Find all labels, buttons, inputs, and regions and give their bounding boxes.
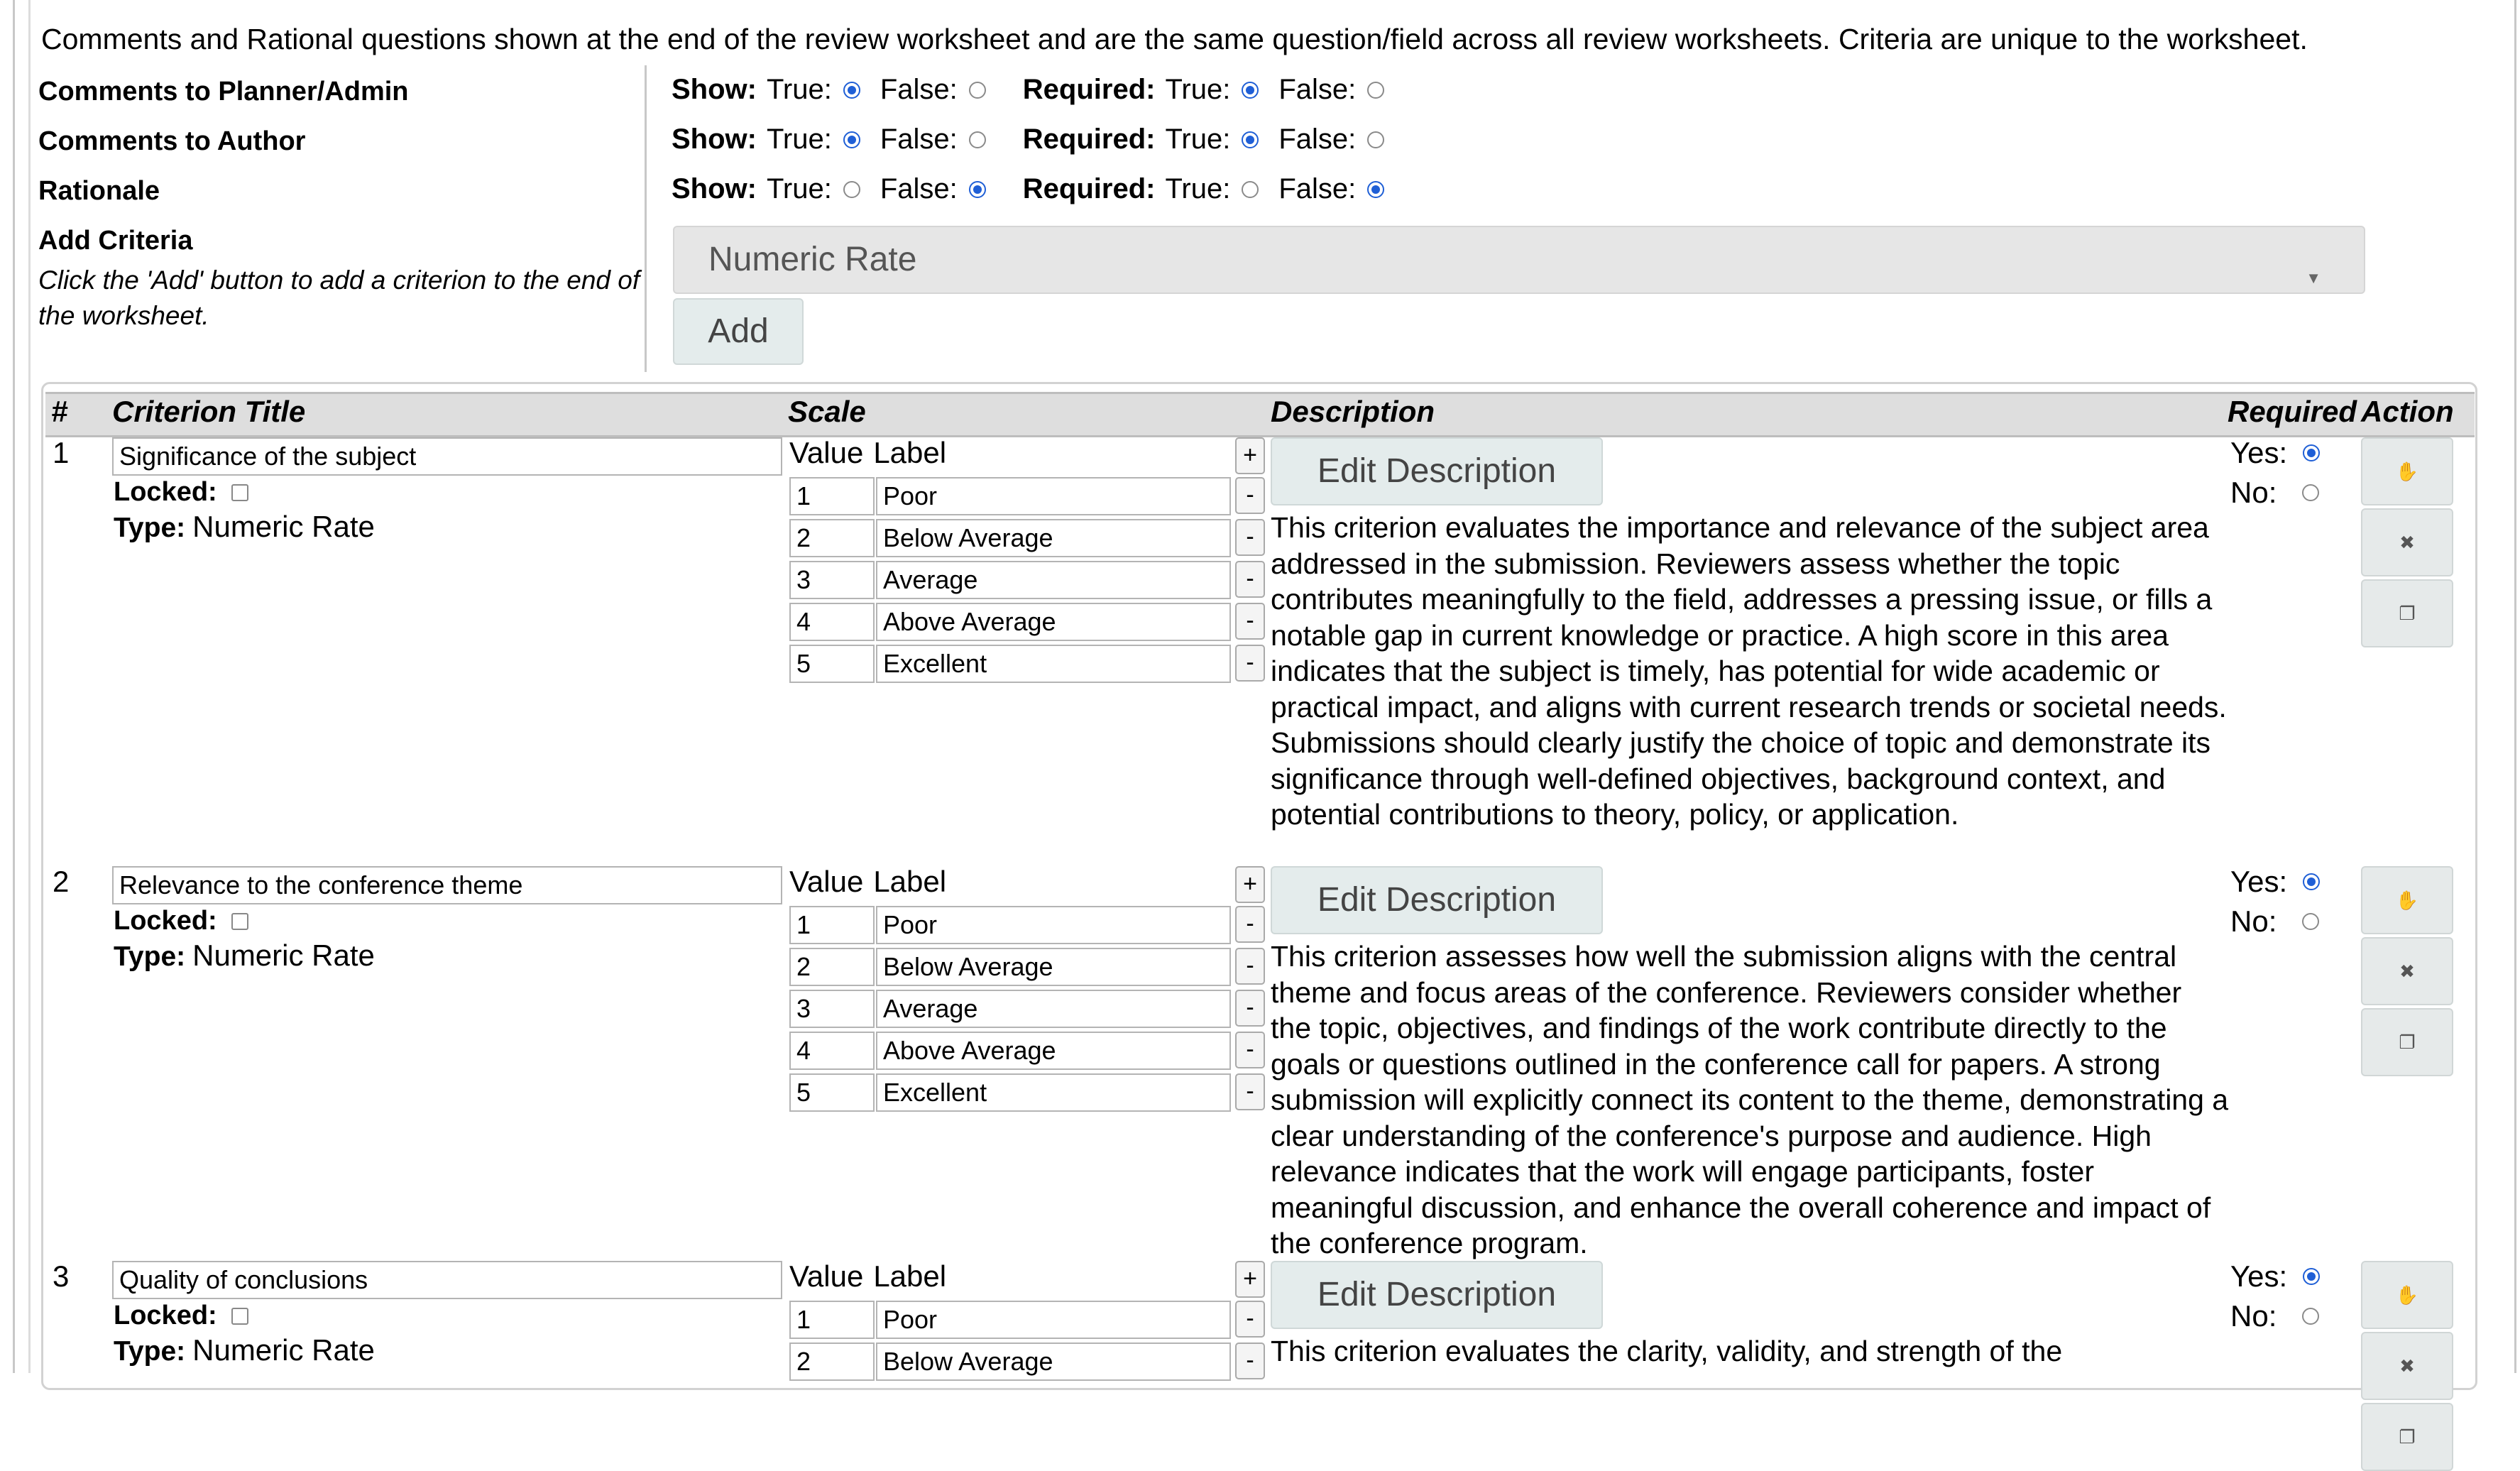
- scale-value-input[interactable]: 1: [789, 1301, 875, 1339]
- scale-label-input[interactable]: Above Average: [876, 603, 1231, 641]
- chevron-down-icon: ▼: [2306, 269, 2321, 287]
- add-scale-button[interactable]: +: [1235, 1261, 1265, 1298]
- criterion-description: This criterion evaluates the clarity, validity, and strength of the: [1271, 1335, 2063, 1367]
- header-action: Action: [2361, 395, 2454, 428]
- required-true-radio[interactable]: [1242, 181, 1259, 198]
- required-true-label: True:: [1165, 74, 1231, 105]
- scale-label-input[interactable]: Average: [876, 561, 1231, 599]
- delete-criterion-button[interactable]: [2361, 1332, 2453, 1400]
- intro-text: Comments and Rational questions shown at the end of the review worksheet and are the same question/field across all review worksheets. Criteria are unique to the worksheet.: [41, 23, 2308, 55]
- remove-scale-button[interactable]: -: [1235, 477, 1265, 514]
- remove-scale-button[interactable]: -: [1235, 990, 1265, 1027]
- show-false-radio[interactable]: [969, 82, 986, 99]
- remove-scale-button[interactable]: -: [1235, 1301, 1265, 1338]
- required-true-radio[interactable]: [1242, 131, 1259, 148]
- delete-criterion-button[interactable]: [2361, 508, 2453, 576]
- scale-header: [789, 865, 946, 899]
- criterion-type-value: Numeric Rate: [708, 241, 917, 278]
- locked-checkbox[interactable]: [231, 913, 248, 930]
- required-false-radio[interactable]: [1367, 131, 1384, 148]
- header-required: Required: [2228, 395, 2357, 428]
- setting-label: Comments to Author: [38, 126, 306, 156]
- copy-icon: ❐: [2399, 603, 2416, 624]
- scale-label-input[interactable]: Average: [876, 990, 1231, 1028]
- show-true-radio[interactable]: [843, 82, 860, 99]
- required-no: [2230, 476, 2319, 510]
- required-no: [2230, 1299, 2319, 1333]
- required-no: [2230, 904, 2319, 939]
- criterion-type-select[interactable]: [673, 226, 2365, 294]
- show-label: Show:: [672, 173, 757, 204]
- row-number: 3: [53, 1259, 70, 1293]
- required-no-radio[interactable]: [2302, 1308, 2319, 1325]
- show-false-label: False:: [880, 74, 958, 105]
- type-label: Type:: [114, 513, 186, 543]
- required-true-radio[interactable]: [1242, 82, 1259, 99]
- type-value: Numeric Rate: [192, 1333, 375, 1367]
- hand-icon: ✋: [2395, 1284, 2419, 1306]
- delete-criterion-button[interactable]: [2361, 937, 2453, 1005]
- required-yes: [2230, 436, 2320, 470]
- add-criteria-help: Click the 'Add' button to add a criterion to the end of the worksheet.: [38, 266, 640, 330]
- edit-description-button[interactable]: Edit Description: [1271, 1261, 1603, 1329]
- remove-scale-button[interactable]: -: [1235, 1032, 1265, 1068]
- type-field: [114, 510, 375, 544]
- header-criterion-title: Criterion Title: [112, 395, 306, 428]
- required-false-radio[interactable]: [1367, 82, 1384, 99]
- value-head: Value: [789, 865, 864, 898]
- close-icon: ✖: [2399, 532, 2415, 553]
- copy-criterion-button[interactable]: [2361, 1008, 2453, 1076]
- edit-description-button[interactable]: Edit Description: [1271, 866, 1603, 934]
- row-number: 2: [53, 865, 70, 898]
- locked-field: [114, 477, 248, 508]
- yes-label: Yes:: [2230, 436, 2288, 469]
- scale-label-input[interactable]: Poor: [876, 906, 1231, 944]
- scale-label-input[interactable]: Below Average: [876, 948, 1231, 986]
- yes-label: Yes:: [2230, 1259, 2288, 1293]
- scale-label-input[interactable]: Below Average: [876, 519, 1231, 557]
- no-label: No:: [2230, 476, 2277, 509]
- hand-icon: ✋: [2395, 890, 2419, 911]
- scale-label-input[interactable]: Excellent: [876, 645, 1231, 683]
- show-true-radio[interactable]: [843, 181, 860, 198]
- scale-value-input[interactable]: 2: [789, 1343, 875, 1381]
- label-head: Label: [873, 436, 947, 469]
- edit-description-button[interactable]: Edit Description: [1271, 437, 1603, 505]
- locked-field: [114, 906, 248, 936]
- scale-value-input[interactable]: 5: [789, 1073, 875, 1112]
- scale-header: [789, 1259, 946, 1294]
- required-label: Required:: [1022, 74, 1156, 105]
- show-false-label: False:: [880, 173, 958, 204]
- required-label: Required:: [1022, 173, 1156, 204]
- add-criteria-label: Add Criteria: [38, 226, 193, 256]
- remove-scale-button[interactable]: -: [1235, 906, 1265, 943]
- setting-options: [672, 124, 1404, 155]
- required-no-radio[interactable]: [2302, 913, 2319, 930]
- scale-label-input[interactable]: Above Average: [876, 1032, 1231, 1070]
- copy-criterion-button[interactable]: [2361, 1403, 2453, 1471]
- required-yes-radio[interactable]: [2303, 873, 2320, 890]
- header-description: Description: [1271, 395, 1435, 428]
- scale-value-input[interactable]: 1: [789, 906, 875, 944]
- label-head: Label: [873, 865, 947, 898]
- settings-divider: [645, 65, 647, 372]
- scale-label-input[interactable]: Excellent: [876, 1073, 1231, 1112]
- locked-field: [114, 1301, 248, 1331]
- locked-checkbox[interactable]: [231, 1308, 248, 1325]
- locked-checkbox[interactable]: [231, 484, 248, 501]
- remove-scale-button[interactable]: -: [1235, 603, 1265, 640]
- show-label: Show:: [672, 74, 757, 105]
- type-field: [114, 939, 375, 973]
- remove-scale-button[interactable]: -: [1235, 948, 1265, 985]
- scale-label-input[interactable]: Poor: [876, 477, 1231, 515]
- frame-border: [13, 0, 15, 1373]
- hand-icon: ✋: [2395, 461, 2419, 482]
- scale-label-input[interactable]: Below Average: [876, 1343, 1231, 1381]
- criterion-title-input[interactable]: Relevance to the conference theme: [112, 866, 782, 904]
- setting-label: Comments to Planner/Admin: [38, 77, 409, 106]
- show-true-radio[interactable]: [843, 131, 860, 148]
- frame-border: [2514, 0, 2516, 1373]
- type-field: [114, 1333, 375, 1367]
- close-icon: ✖: [2399, 1355, 2415, 1377]
- copy-criterion-button[interactable]: [2361, 579, 2453, 647]
- close-icon: ✖: [2399, 961, 2415, 982]
- required-yes: [2230, 1259, 2320, 1294]
- required-yes-radio[interactable]: [2303, 1268, 2320, 1285]
- show-false-label: False:: [880, 124, 958, 155]
- move-criterion-button[interactable]: [2361, 866, 2453, 934]
- yes-label: Yes:: [2230, 865, 2288, 898]
- type-value: Numeric Rate: [192, 939, 375, 972]
- add-scale-button[interactable]: +: [1235, 866, 1265, 903]
- remove-scale-button[interactable]: -: [1235, 1073, 1265, 1110]
- setting-options: [672, 74, 1404, 106]
- header-num: #: [51, 395, 68, 428]
- scale-value-input[interactable]: 2: [789, 948, 875, 986]
- table-header: [45, 392, 2475, 437]
- frame-border: [28, 0, 31, 1373]
- show-true-label: True:: [766, 173, 832, 204]
- remove-scale-button[interactable]: -: [1235, 519, 1265, 556]
- required-yes: [2230, 865, 2320, 899]
- label-head: Label: [873, 1259, 947, 1293]
- scale-value-input[interactable]: 1: [789, 477, 875, 515]
- copy-icon: ❐: [2399, 1426, 2416, 1448]
- scale-label-input[interactable]: Poor: [876, 1301, 1231, 1339]
- row-number: 1: [53, 436, 70, 469]
- remove-scale-button[interactable]: -: [1235, 645, 1265, 682]
- criterion-description: This criterion evaluates the importance and relevance of the subject area addressed in the submission. Reviewers assess whether the topic contributes meaningfully to the field, addresses a pressing issue, or fills a notable gap in current knowledge or practice. A high score in this area indicates that the subject is timely, has potential for wide academic or practical impact, and aligns with current research trends or societal needs. Submissions should clearly justify the choice of topic and demonstrate its significance through well-defined objectives, background context, and potential contributions to theory, policy, or application.: [1271, 511, 2227, 831]
- show-false-radio[interactable]: [969, 181, 986, 198]
- remove-scale-button[interactable]: -: [1235, 561, 1265, 598]
- locked-label: Locked:: [114, 906, 217, 936]
- value-head: Value: [789, 1259, 864, 1293]
- required-false-label: False:: [1278, 124, 1357, 155]
- required-false-label: False:: [1278, 173, 1357, 204]
- remove-scale-button[interactable]: -: [1235, 1343, 1265, 1379]
- required-label: Required:: [1022, 124, 1156, 155]
- required-false-label: False:: [1278, 74, 1357, 105]
- scale-value-input[interactable]: 5: [789, 645, 875, 683]
- value-head: Value: [789, 436, 864, 469]
- show-true-label: True:: [766, 124, 832, 155]
- scale-value-input[interactable]: 3: [789, 561, 875, 599]
- scale-value-input[interactable]: 4: [789, 603, 875, 641]
- no-label: No:: [2230, 1299, 2277, 1333]
- copy-icon: ❐: [2399, 1032, 2416, 1053]
- no-label: No:: [2230, 904, 2277, 938]
- show-label: Show:: [672, 124, 757, 155]
- required-no-radio[interactable]: [2302, 484, 2319, 501]
- setting-options: [672, 173, 1404, 205]
- criterion-description: This criterion assesses how well the submission aligns with the central theme and focus areas of the conference. Reviewers consider whether the topic, objectives, and findings of the work contribute directly to the goals or questions outlined in the conference call for papers. A strong submission will explicitly connect its content to the theme, demonstrating a clear understanding of the conference's purpose and audience. High relevance indicates that the work will engage participants, foster meaningful discussion, and enhance the overall coherence and impact of the conference program.: [1271, 940, 2229, 1259]
- required-true-label: True:: [1165, 124, 1231, 155]
- required-false-radio[interactable]: [1367, 181, 1384, 198]
- scale-header: [789, 436, 946, 470]
- show-true-label: True:: [766, 74, 832, 105]
- scale-value-input[interactable]: 4: [789, 1032, 875, 1070]
- add-criterion-button[interactable]: Add: [673, 298, 804, 365]
- move-criterion-button[interactable]: [2361, 437, 2453, 505]
- scale-value-input[interactable]: 3: [789, 990, 875, 1028]
- type-label: Type:: [114, 1336, 186, 1367]
- criterion-title-input[interactable]: Significance of the subject: [112, 437, 782, 476]
- required-true-label: True:: [1165, 173, 1231, 204]
- locked-label: Locked:: [114, 477, 217, 507]
- show-false-radio[interactable]: [969, 131, 986, 148]
- type-value: Numeric Rate: [192, 510, 375, 543]
- criterion-title-input[interactable]: Quality of conclusions: [112, 1261, 782, 1299]
- move-criterion-button[interactable]: [2361, 1261, 2453, 1329]
- locked-label: Locked:: [114, 1301, 217, 1330]
- required-yes-radio[interactable]: [2303, 444, 2320, 461]
- setting-label: Rationale: [38, 176, 160, 206]
- scale-value-input[interactable]: 2: [789, 519, 875, 557]
- type-label: Type:: [114, 941, 186, 972]
- add-scale-button[interactable]: +: [1235, 437, 1265, 474]
- header-scale: Scale: [788, 395, 866, 428]
